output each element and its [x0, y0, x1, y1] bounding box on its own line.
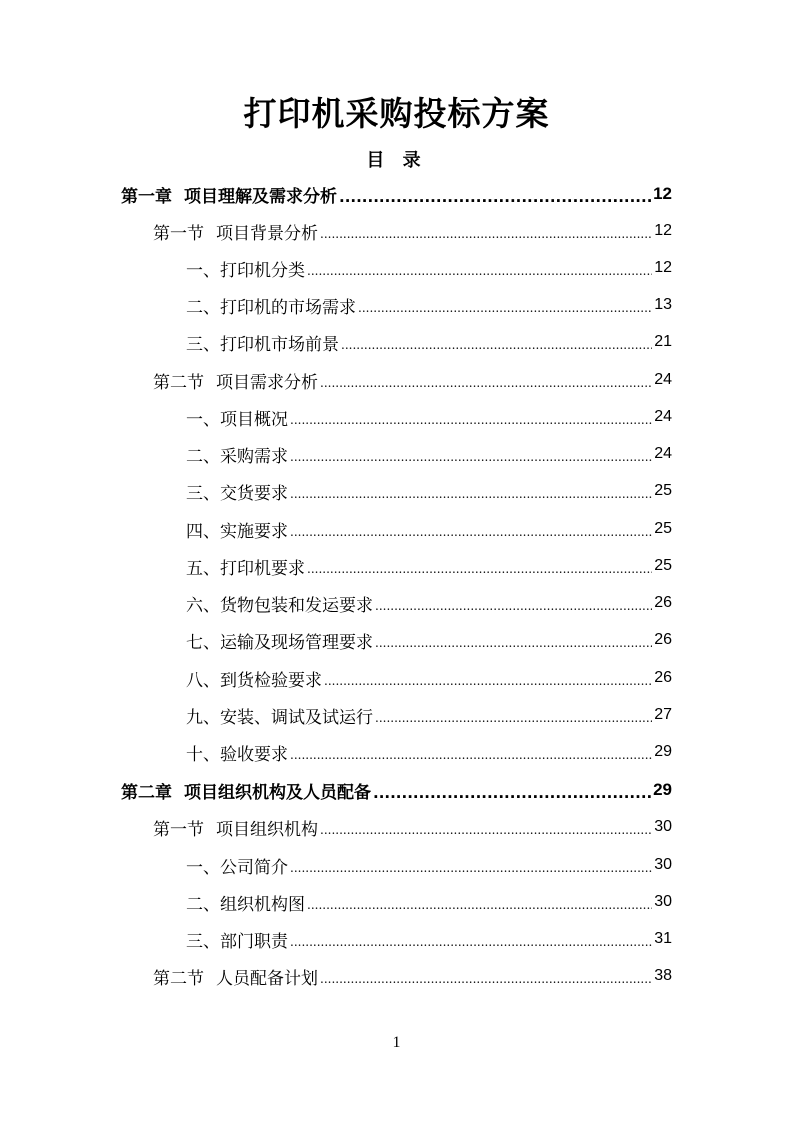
toc-dot-leader	[290, 525, 652, 539]
toc-entry-label	[186, 479, 288, 504]
toc-entry-prefix: 第二节	[153, 372, 204, 393]
toc-entry-prefix: 一、	[186, 409, 220, 430]
toc-entry-text: 项目理解及需求分析	[184, 186, 337, 207]
toc-entry-text: 组织机构图	[220, 894, 305, 915]
toc-entry-item[interactable]	[186, 921, 672, 957]
toc-entry-label	[153, 219, 318, 244]
toc-entry-label	[186, 740, 288, 765]
toc-entry-item[interactable]	[186, 697, 672, 733]
toc-entry-prefix: 一、	[186, 857, 220, 878]
toc-dot-leader	[290, 413, 652, 427]
toc-entry-prefix: 八、	[186, 670, 220, 691]
toc-entry-text: 人员配备计划	[216, 968, 318, 989]
toc-dot-leader	[307, 264, 652, 278]
toc-entry-page: 24	[654, 371, 672, 388]
toc-entry-item[interactable]	[186, 436, 672, 472]
toc-entry-prefix: 十、	[186, 744, 220, 765]
toc-entry-label	[153, 815, 318, 840]
toc-entry-text: 打印机要求	[220, 558, 305, 579]
toc-dot-leader	[290, 935, 652, 949]
toc-entry-text: 项目组织机构	[216, 819, 318, 840]
toc-dot-leader	[307, 898, 652, 912]
toc-dot-leader	[290, 450, 652, 464]
toc-entry-prefix: 三、	[186, 334, 220, 355]
toc-dot-leader	[307, 562, 652, 576]
toc-entry-page: 24	[654, 445, 672, 462]
toc-entry-prefix: 三、	[186, 931, 220, 952]
toc-entry-text: 采购需求	[220, 446, 288, 467]
toc-entry-prefix: 七、	[186, 632, 220, 653]
toc-entry-page: 25	[654, 482, 672, 499]
toc-entry-page: 12	[654, 259, 672, 276]
toc-dot-leader	[290, 861, 652, 875]
toc-entry-item[interactable]	[186, 585, 672, 621]
toc-entry-page: 31	[654, 930, 672, 947]
toc-entry-item[interactable]	[186, 734, 672, 770]
toc-entry-page: 12	[653, 184, 672, 203]
toc-entry-prefix: 第一节	[153, 223, 204, 244]
toc-entry-page: 29	[654, 743, 672, 760]
toc-entry-page: 26	[654, 594, 672, 611]
toc-entry-page: 30	[654, 818, 672, 835]
toc-entry-page: 29	[653, 780, 672, 799]
toc-entry-text: 货物包装和发运要求	[220, 595, 373, 616]
toc-entry-item[interactable]	[186, 511, 672, 547]
toc-entry-text: 打印机市场前景	[220, 334, 339, 355]
toc-dot-leader	[290, 748, 652, 762]
toc-entry-page: 24	[654, 408, 672, 425]
page-number: 1	[392, 1034, 401, 1051]
toc-dot-leader	[375, 711, 652, 725]
toc-entry-page: 30	[654, 856, 672, 873]
toc-entry-label	[186, 927, 288, 952]
toc-entry-text: 项目组织机构及人员配备	[184, 782, 371, 803]
toc-dot-leader	[341, 338, 652, 352]
toc-entry-text: 运输及现场管理要求	[220, 632, 373, 653]
toc-entry-prefix: 二、	[186, 297, 220, 318]
toc-entry-page: 25	[654, 557, 672, 574]
toc-entry-label	[186, 442, 288, 467]
toc-dot-leader	[375, 599, 652, 613]
toc-entry-label	[186, 666, 322, 691]
toc-entry-page: 25	[654, 520, 672, 537]
toc-entry-label	[186, 330, 339, 355]
toc-entry-item[interactable]	[186, 660, 672, 696]
toc-entry-text: 实施要求	[220, 521, 288, 542]
toc-entry-item[interactable]	[186, 622, 672, 658]
toc-dot-leader	[358, 301, 652, 315]
toc-entry-page: 38	[654, 967, 672, 984]
toc-entry-page: 21	[654, 333, 672, 350]
toc-dot-leader	[375, 636, 652, 650]
toc-entry-section[interactable]	[153, 958, 672, 994]
toc-entry-section[interactable]	[153, 809, 672, 845]
toc-entry-prefix: 三、	[186, 483, 220, 504]
toc-entry-text: 验收要求	[220, 744, 288, 765]
toc-heading: 目 录	[366, 150, 427, 171]
toc-entry-label	[121, 778, 371, 803]
toc-entry-chapter-1[interactable]	[121, 176, 672, 212]
toc-entry-text: 到货检验要求	[220, 670, 322, 691]
toc-entry-page: 26	[654, 631, 672, 648]
toc-entry-prefix: 二、	[186, 446, 220, 467]
toc-dot-leader	[373, 784, 651, 802]
toc-entry-prefix: 一、	[186, 260, 220, 281]
toc-entry-prefix: 五、	[186, 558, 220, 579]
toc-entry-prefix: 第二节	[153, 968, 204, 989]
toc-entry-prefix: 第一节	[153, 819, 204, 840]
toc-dot-leader	[320, 227, 652, 241]
toc-entry-section[interactable]	[153, 213, 672, 249]
toc-entry-label	[186, 293, 356, 318]
toc-entry-prefix: 六、	[186, 595, 220, 616]
toc-entry-item[interactable]	[186, 884, 672, 920]
toc-entry-page: 27	[654, 706, 672, 723]
toc-entry-page: 30	[654, 893, 672, 910]
toc-entry-label	[186, 405, 288, 430]
toc-entry-label	[186, 890, 305, 915]
toc-entry-text: 安装、调试及试运行	[220, 707, 373, 728]
toc-entry-label	[121, 182, 337, 207]
toc-entry-section[interactable]	[153, 362, 672, 398]
toc-dot-leader	[339, 188, 651, 206]
toc-entry-page: 26	[654, 669, 672, 686]
toc-entry-label	[153, 964, 318, 989]
toc-entry-label	[186, 628, 373, 653]
toc-dot-leader	[320, 823, 652, 837]
toc-entry-prefix: 二、	[186, 894, 220, 915]
toc-entry-label	[153, 368, 318, 393]
toc-entry-item[interactable]	[186, 473, 672, 509]
toc-entry-label	[186, 703, 373, 728]
toc-entry-label	[186, 853, 288, 878]
toc-dot-leader	[320, 972, 652, 986]
toc-entry-text: 打印机分类	[220, 260, 305, 281]
toc-entry-label	[186, 517, 288, 542]
document-title: 打印机采购投标方案	[243, 94, 550, 133]
toc-entry-label	[186, 591, 373, 616]
toc-dot-leader	[290, 487, 652, 501]
toc-entry-text: 交货要求	[220, 483, 288, 504]
toc-entry-item[interactable]	[186, 548, 672, 584]
toc-entry-text: 项目背景分析	[216, 223, 318, 244]
toc-entry-text: 公司简介	[220, 857, 288, 878]
toc-entry-text: 打印机的市场需求	[220, 297, 356, 318]
toc-entry-item[interactable]	[186, 250, 672, 286]
toc-dot-leader	[320, 376, 652, 390]
toc-entry-prefix: 四、	[186, 521, 220, 542]
toc-entry-text: 部门职责	[220, 931, 288, 952]
toc-entry-item[interactable]	[186, 287, 672, 323]
toc-entry-prefix: 第二章	[121, 782, 172, 803]
toc-entry-item[interactable]	[186, 399, 672, 435]
toc-entry-label	[186, 256, 305, 281]
toc-entry-chapter-2[interactable]	[121, 772, 672, 808]
toc-entry-prefix: 九、	[186, 707, 220, 728]
toc-entry-page: 13	[654, 296, 672, 313]
toc-entry-page: 12	[654, 222, 672, 239]
toc-entry-text: 项目需求分析	[216, 372, 318, 393]
toc-entry-text: 项目概况	[220, 409, 288, 430]
toc-entry-label	[186, 554, 305, 579]
toc-entry-prefix: 第一章	[121, 186, 172, 207]
toc-entry-item[interactable]	[186, 324, 672, 360]
toc-dot-leader	[324, 674, 652, 688]
toc-entry-item[interactable]	[186, 847, 672, 883]
